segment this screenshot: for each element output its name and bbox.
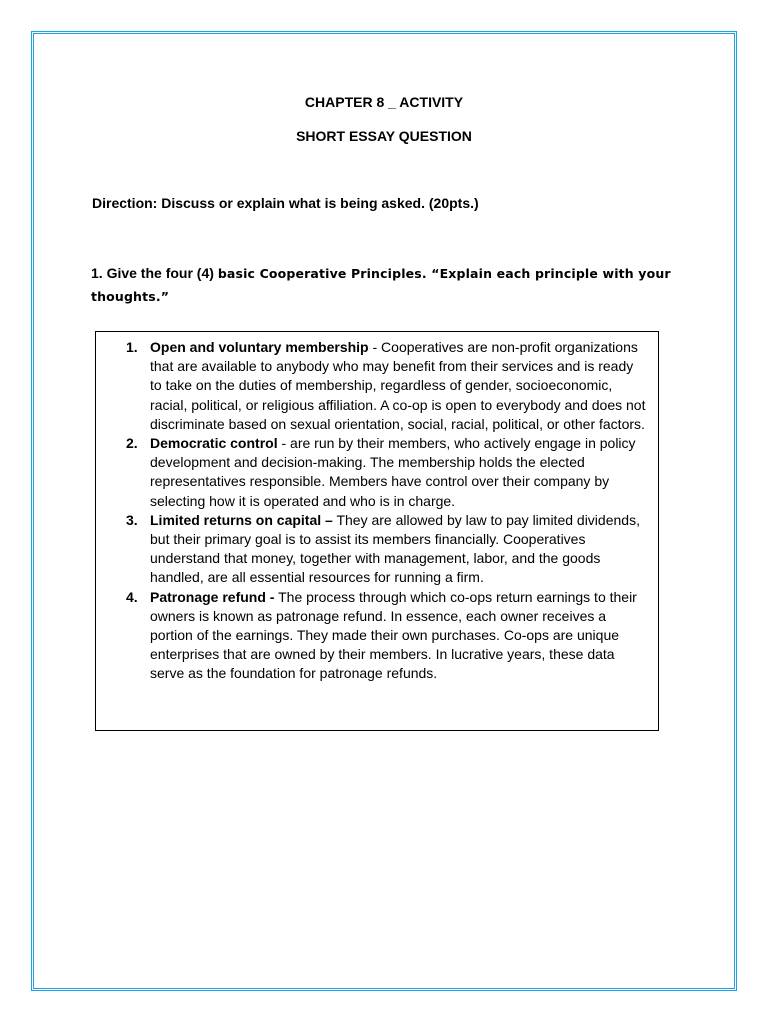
question-text xyxy=(91,262,691,308)
answer-text: They are allowed by law to pay limited dividends, but their primary goal is to assist its members financially. Cooperatives understand that money, together with management, labor, and the goods handled, are all essential resources for running a firm. xyxy=(150,511,640,586)
answer-number: 4. xyxy=(126,588,138,605)
answer-number: 3. xyxy=(126,511,138,528)
answer-box xyxy=(95,331,659,731)
answer-term: Democratic control xyxy=(150,435,278,452)
answer-text: - Cooperatives are non-profit organizations that are available to anybody who may benefit from their services and is ready to take on the duties of membership, regardless of gender, socioeconomic, racial, political, or religious affiliation. A co-op is open to everybody and does not discriminate based on sexual orientation, social, racial, political, or other factors. xyxy=(150,339,646,432)
answer-number: 1. xyxy=(126,339,138,355)
chapter-title: CHAPTER 8 _ ACTIVITY xyxy=(304,94,464,110)
direction-text: Direction: Discuss or explain what is being asked. (20pts.) xyxy=(92,195,479,211)
question-rest: basic Cooperative Principles. “Explain each principle with your thoughts.” xyxy=(91,266,671,304)
answer-text: The process through which co-ops return earnings to their owners is known as patronage refund. In essence, each owner receives a portion of the earnings. They made their own purchases. Co-ops are unique enterprises that are owned by their members. In lucrative years, these data serve as the foundation for patronage refunds. xyxy=(150,588,637,682)
answer-item-open-membership xyxy=(126,338,646,434)
section-title: SHORT ESSAY QUESTION xyxy=(296,128,472,144)
answer-item-limited-returns xyxy=(126,511,646,588)
answer-term: Open and voluntary membership xyxy=(150,339,369,355)
answer-term: Patronage refund - xyxy=(150,588,275,605)
answer-number: 2. xyxy=(126,435,138,452)
answer-item-democratic-control xyxy=(126,434,646,511)
answer-list xyxy=(126,338,646,684)
answer-text: - are run by their members, who actively engage in policy development and decision-making. The membership holds the elected representatives responsible. Members have control over their company by selecting how it is operated and who is in charge. xyxy=(150,435,636,509)
question-prefix: 1. Give the four (4) xyxy=(91,265,218,281)
answer-term: Limited returns on capital – xyxy=(150,511,333,528)
answer-item-patronage-refund xyxy=(126,588,646,684)
